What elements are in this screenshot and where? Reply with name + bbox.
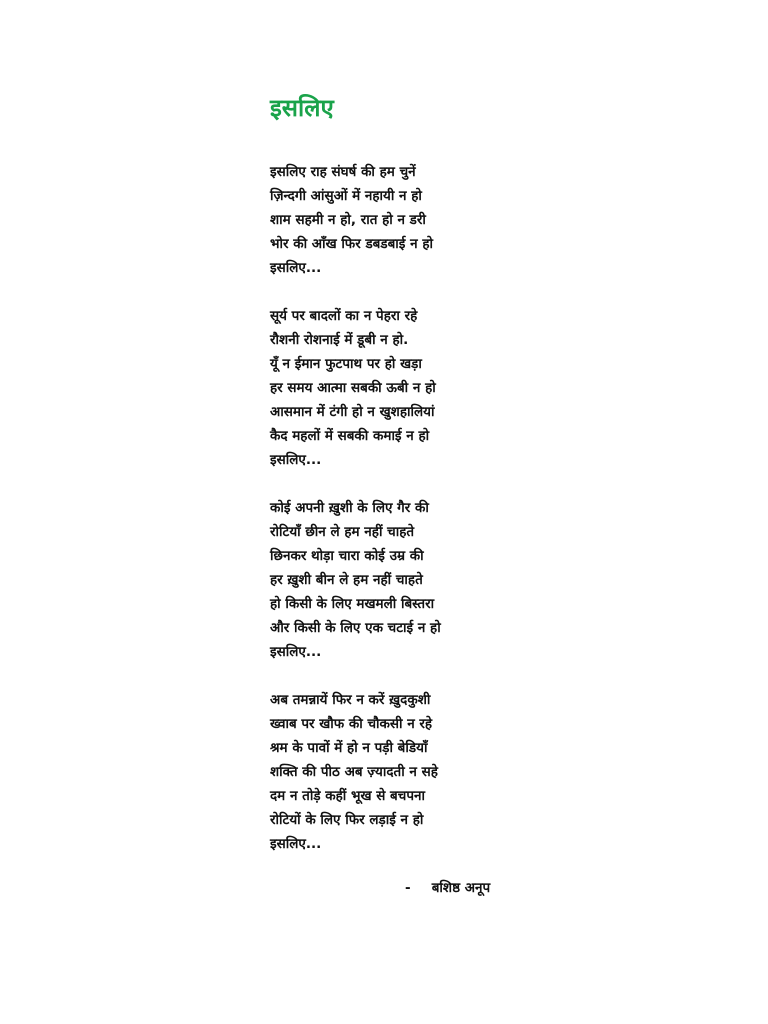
poem-line: हर समय आत्मा सबकी ऊबी न हो (270, 380, 436, 396)
poem-line: ज़िन्दगी आंसुओं में नहायी न हो (270, 188, 422, 204)
poem-line: यूँ न ईमान फुटपाथ पर हो खड़ा (270, 356, 422, 372)
poem-line: हो किसी के लिए मखमली बिस्तरा (270, 596, 435, 612)
poem-title: इसलिए (270, 94, 334, 122)
poem-line: श्रम के पावों में हो न पड़ी बेडियाँ (270, 740, 428, 756)
poem-line: इसलिए राह संघर्ष की हम चुनें (270, 164, 416, 180)
poem-line: शक्ति की पीठ अब ज़्यादती न सहे (270, 764, 438, 780)
poem-line: और किसी के लिए एक चटाई न हो (270, 620, 441, 636)
signature-dash: - (405, 880, 411, 896)
poem-line: इसलिए... (270, 836, 322, 852)
poem-line: भोर की आँख फिर डबडबाई न हो (270, 236, 433, 252)
poem-line: ख्वाब पर खौफ की चौकसी न रहे (270, 716, 433, 732)
poem-line: इसलिए... (270, 260, 322, 276)
stanza-3 (270, 496, 530, 664)
poem-line: रोटियों के लिए फिर लड़ाई न हो (270, 812, 424, 828)
poem-line: हर ख़ुशी बीन ले हम नहीं चाहते (270, 572, 423, 588)
author-name: बशिष्ठ अनूप (431, 880, 491, 896)
stanza-1 (270, 160, 530, 280)
poem-line: कैद महलों में सबकी कमाई न हो (270, 428, 430, 444)
poem-line: आसमान में टंगी हो न खुशहालियां (270, 404, 435, 420)
poem-line: कोई अपनी ख़ुशी के लिए गैर की (270, 500, 429, 516)
poem-line: इसलिए... (270, 644, 322, 660)
stanza-2 (270, 304, 530, 472)
poem-line: इसलिए... (270, 452, 322, 468)
poem-line: रोटियाँ छीन ले हम नहीं चाहते (270, 524, 415, 540)
poem-line: रौशनी रोशनाई में डूबी न हो. (270, 332, 409, 348)
poem-line: दम न तोड़े कहीं भूख से बचपना (270, 788, 425, 804)
stanza-4 (270, 688, 530, 856)
poem-line: सूर्य पर बादलों का न पेहरा रहे (270, 308, 418, 324)
poem-line: अब तमन्नायें फिर न करें ख़ुदकुशी (270, 692, 431, 708)
poem-line: छिनकर थोड़ा चारा कोई उम्र की (270, 548, 424, 564)
poem-line: शाम सहमी न हो, रात हो न डरी (270, 212, 426, 228)
author-signature (405, 876, 490, 900)
poem-body (270, 160, 530, 880)
